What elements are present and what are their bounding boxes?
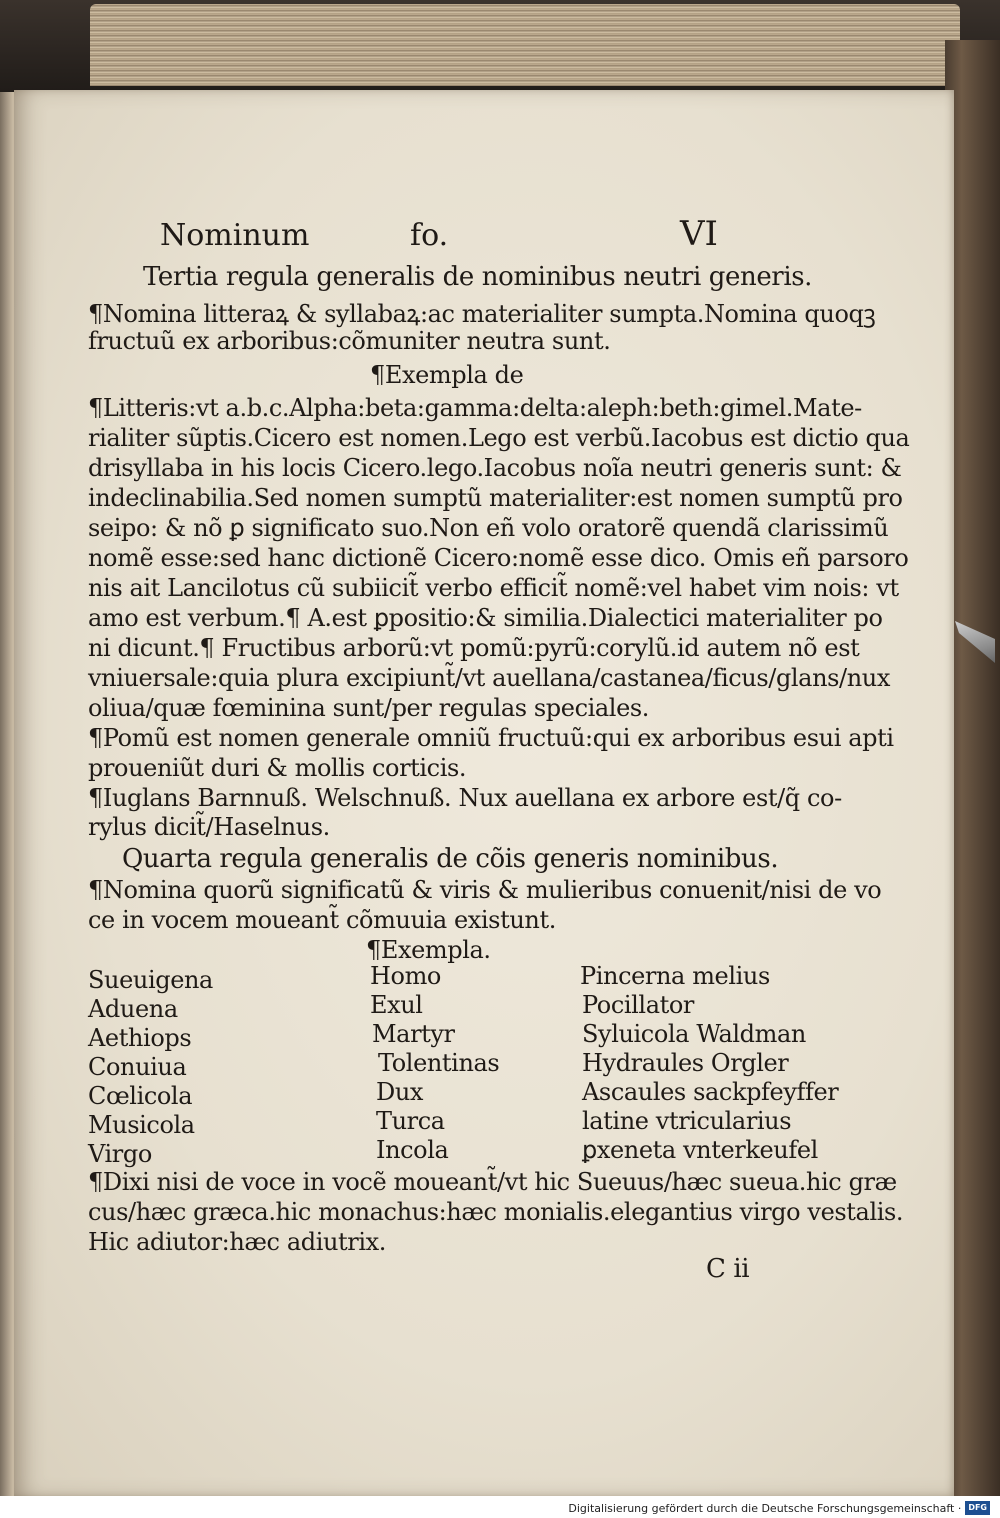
example-word: Tolentinas	[378, 1049, 500, 1077]
exempla-heading: ¶Exempla de	[370, 361, 524, 389]
example-word: Dux	[376, 1078, 424, 1106]
example-word: Hydraules Orgler	[582, 1049, 789, 1077]
example-word: Martyr	[372, 1020, 455, 1048]
example-word: Aethiops	[88, 1024, 192, 1052]
example-word: Syluicola Waldman	[582, 1020, 806, 1048]
rule-heading-neutri: Tertia regula generalis de nominibus neutri generis.	[143, 262, 813, 292]
text-line: rialiter sũptis.Cicero est nomen.Lego est verbũ.Iacobus est dictio qua	[88, 424, 910, 452]
text-line: nis ait Lancilotus cũ subiicit̃ verbo efficit̃ nomẽ:vel habet vim nois: vt	[88, 574, 899, 602]
example-word: Cœlicola	[88, 1082, 193, 1110]
credit-text: Digitalisierung gefördert durch die Deutsche Forschungsgemeinschaft ·	[568, 1501, 962, 1515]
text-line: ¶Pomũ est nomen generale omniũ fructuũ:qui ex arboribus esui apti	[88, 724, 894, 752]
example-word: Homo	[370, 962, 441, 990]
running-title: Nominum	[160, 218, 310, 253]
text-line: nomẽ esse:sed hanc dictionẽ Cicero:nomẽ esse dico. Omis eñ parsoro	[88, 544, 909, 572]
rule-heading-communis: Quarta regula generalis de cõis generis nominibus.	[122, 844, 779, 874]
text-line: ce in vocem moueant̃ cõmuuia existunt.	[88, 906, 556, 934]
example-word: Virgo	[88, 1140, 152, 1168]
digitization-credit	[568, 1500, 990, 1516]
text-line: ¶Iuglans Barnnuß. Welschnuß. Nux auellana ex arbore est/q̃ co-	[88, 784, 842, 812]
text-line: vniuersale:quia plura excipiunt̃/vt auellana/castanea/ficus/glans/nux	[88, 664, 890, 692]
page-edges	[90, 4, 960, 86]
example-word: Sueuigena	[88, 966, 213, 994]
text-line: ni dicunt.¶ Fructibus arborũ:vt pomũ:pyrũ:corylũ.id autem nõ est	[88, 634, 860, 662]
text-line: drisyllaba in his locis Cicero.lego.Iacobus noĩa neutri generis sunt: &	[88, 454, 902, 482]
exempla-heading: ¶Exempla.	[366, 936, 491, 964]
example-word: Aduena	[88, 995, 178, 1023]
text-line: ¶Litteris:vt a.b.c.Alpha:beta:gamma:delta:aleph:beth:gimel.Mate-	[88, 394, 862, 422]
text-line: ¶Nomina litteraꝝ & syllabaꝝ:ac materialiter sumpta.Nomina quoqꝫ	[88, 300, 876, 328]
text-line: ¶Dixi nisi de voce in vocẽ moueant̃/vt hic Sueuus/hæc sueua.hic græ	[88, 1168, 897, 1196]
signature-mark: C ii	[706, 1254, 750, 1284]
text-line: amo est verbum.¶ A.est ꝑpositio:& similia.Dialectici materialiter po	[88, 604, 883, 632]
example-word: Exul	[370, 991, 423, 1019]
text-line: proueniũt duri & mollis corticis.	[88, 754, 467, 782]
example-word: Pocillator	[582, 991, 694, 1019]
example-word: ꝑxeneta vnterkeufel	[582, 1136, 818, 1164]
text-line: indeclinabilia.Sed nomen sumptũ materialiter:est nomen sumptũ pro	[88, 484, 903, 512]
text-line: fructuũ ex arboribus:cõmuniter neutra sunt.	[88, 327, 611, 355]
text-line: seipo: & nõ ꝑ significato suo.Non eñ volo oratorẽ quendã clarissimũ	[88, 514, 889, 542]
text-line: oliua/quæ fœminina sunt/per regulas speciales.	[88, 694, 650, 722]
example-word: Conuiua	[88, 1053, 187, 1081]
text-line: ¶Nomina quorũ significatũ & viris & mulieribus conuenit/nisi de vo	[88, 876, 882, 904]
folio-label: fo.	[410, 218, 449, 253]
dfg-logo: DFG	[965, 1501, 990, 1515]
example-word: Ascaules sackpfeyffer	[582, 1078, 839, 1106]
example-word: Musicola	[88, 1111, 195, 1139]
example-word: Pincerna melius	[580, 962, 770, 990]
text-line: cus/hæc græca.hic monachus:hæc monialis.elegantius virgo vestalis.	[88, 1198, 904, 1226]
example-word: latine vtricularius	[582, 1107, 792, 1135]
example-word: Turca	[376, 1107, 445, 1135]
text-line: Hic adiutor:hæc adiutrix.	[88, 1228, 386, 1256]
example-word: Incola	[376, 1136, 449, 1164]
folio-number: VI	[680, 214, 718, 254]
text-line: rylus dicit̃/Haselnus.	[88, 813, 330, 841]
